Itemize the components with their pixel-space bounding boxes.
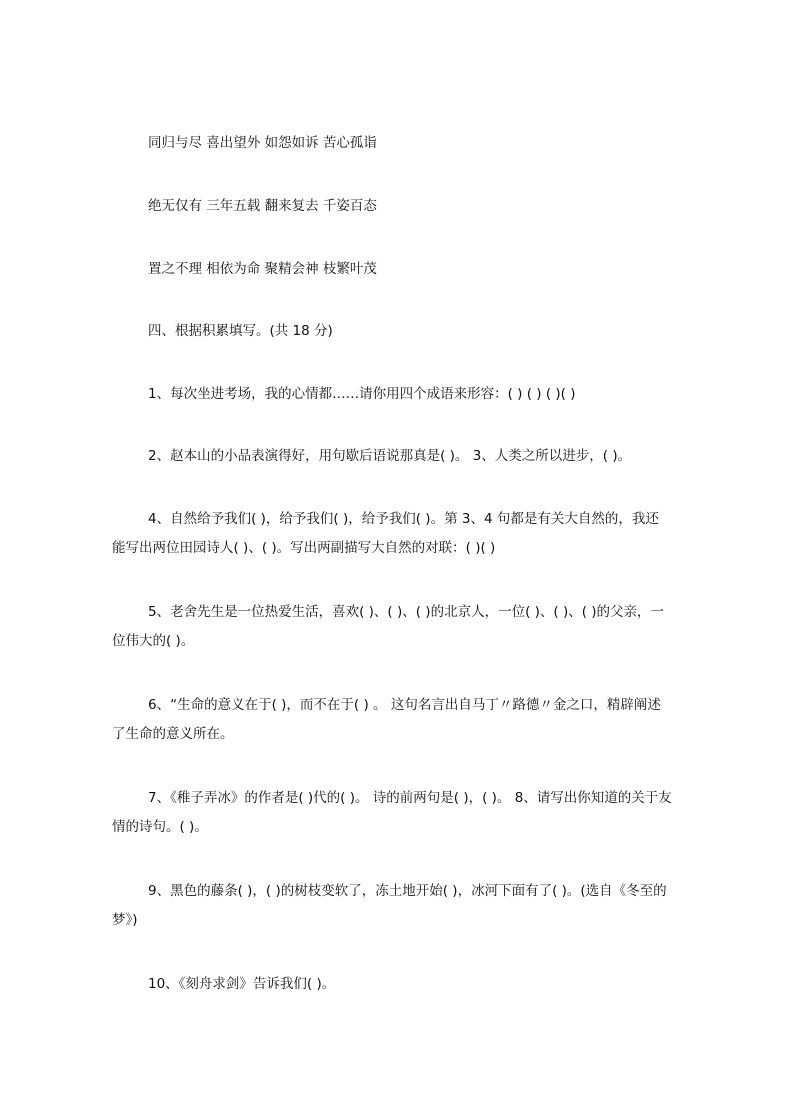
question-9: 9、黑色的藤条( )，( )的树枝变软了，冻土地开始( )，冰河下面有了( )。(选自《冬至的梦》) bbox=[112, 883, 667, 928]
idiom-row: 绝无仅有 三年五载 翻来复去 千姿百态 bbox=[148, 198, 377, 214]
idiom-row: 置之不理 相依为命 聚精会神 枝繁叶茂 bbox=[148, 261, 377, 277]
section-title: 四、根据积累填写。(共 18 分) bbox=[148, 323, 333, 339]
idiom-row: 同归与尽 喜出望外 如怨如诉 苦心孤诣 bbox=[148, 135, 377, 151]
question-7-8: 7、《稚子弄冰》的作者是( )代的( )。 诗的前两句是( )，( )。 8、请写出你知道的关于友情的诗句。( )。 bbox=[112, 790, 672, 835]
question-5: 5、老舍先生是一位热爱生活，喜欢( )、( )、( )的北京人，一位( )、( )、( )的父亲，一位伟大的( )。 bbox=[112, 604, 665, 649]
question-6: 6、“生命的意义在于( )，而不在于( ) 。 这句名言出自马丁〃路德〃金之口，精辟阐述了生命的意义所在。 bbox=[112, 697, 661, 742]
question-2-3: 2、赵本山的小品表演得好，用句歇后语说那真是( )。 3、人类之所以进步，( )。 bbox=[148, 448, 632, 464]
question-4: 4、自然给予我们( )，给予我们( )，给予我们( )。第 3、4 句都是有关大自然的，我还能写出两位田园诗人( )、( )。写出两副描写大自然的对联：( )( ) bbox=[112, 511, 659, 556]
question-1: 1、每次坐进考场，我的心情都……请你用四个成语来形容：( ) ( ) ( )( ) bbox=[148, 386, 576, 402]
question-10: 10、《刻舟求剑》告诉我们( )。 bbox=[148, 976, 336, 992]
